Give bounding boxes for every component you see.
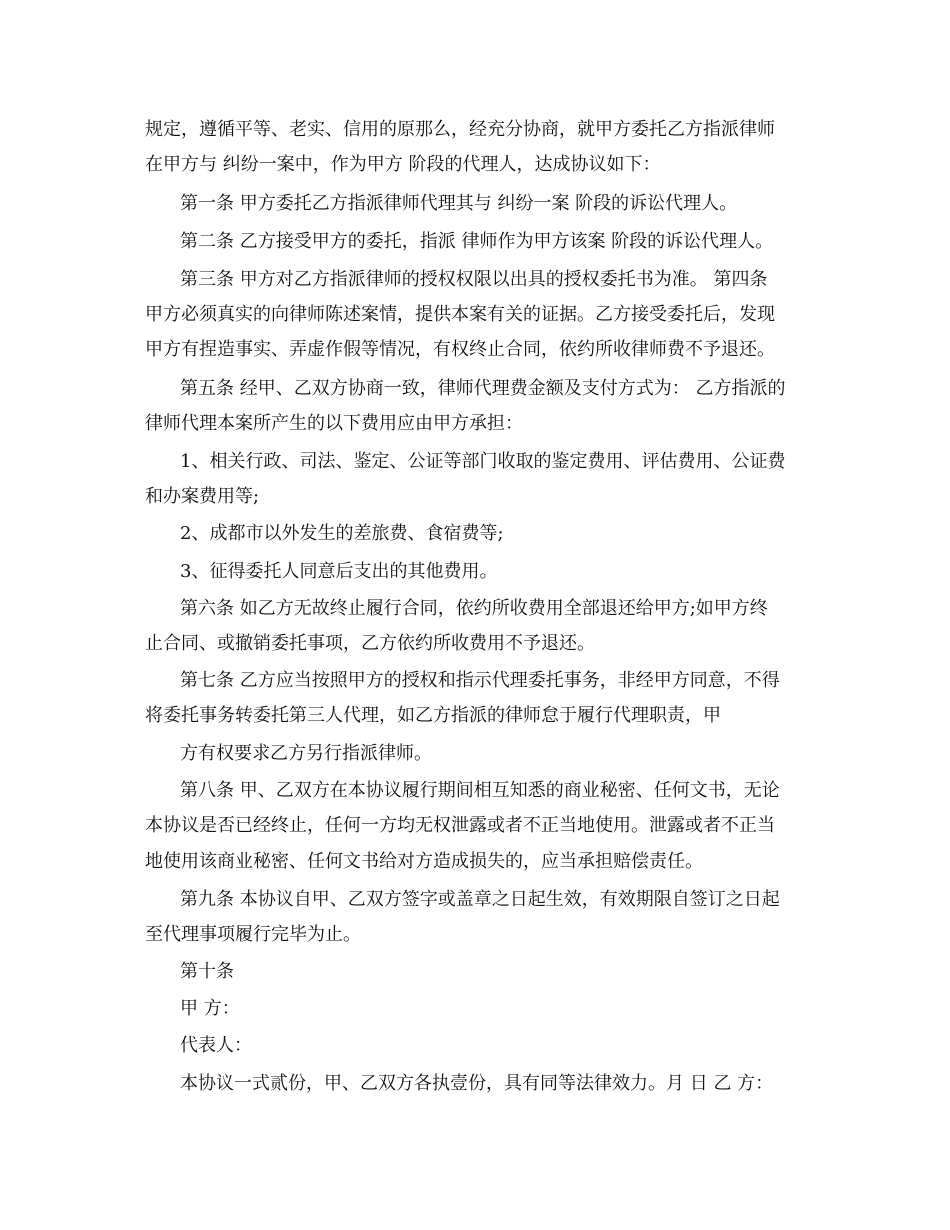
text-line: 甲方有捏造事实、弄虚作假等情况，有权终止合同，依约所收律师费不予退还。 (145, 339, 775, 360)
text-line: 和办案费用等; (145, 486, 260, 507)
text-line: 第十条 (180, 961, 234, 982)
text-line: 第五条 经甲、乙双方协商一致，律师代理费金额及支付方式为： 乙方指派的 (180, 378, 786, 399)
text-line: 地使用该商业秘密、任何文书给对方造成损失的，应当承担赔偿责任。 (145, 851, 703, 872)
text-line: 本协议一式贰份，甲、乙双方各执壹份，具有同等法律效力。月 日 乙 方： (180, 1073, 774, 1094)
text-line: 第二条 乙方接受甲方的委托，指派 律师作为甲方该案 阶段的诉讼代理人。 (180, 231, 774, 252)
text-line: 甲方必须真实的向律师陈述案情，提供本案有关的证据。乙方接受委托后，发现 (145, 304, 775, 325)
text-line: 方有权要求乙方另行指派律师。 (180, 743, 432, 764)
text-line: 止合同、或撤销委托事项，乙方依约所收费用不予退还。 (145, 633, 595, 654)
text-line: 本协议是否已经终止，任何一方均无权泄露或者不正当地使用。泄露或者不正当 (145, 815, 775, 836)
text-line: 代表人： (180, 1035, 252, 1056)
text-line: 将委托事务转委托第三人代理，如乙方指派的律师怠于履行代理职责，甲 (145, 705, 721, 726)
text-line: 第七条 乙方应当按照甲方的授权和指示代理委托事务，非经甲方同意，不得 (180, 670, 780, 691)
text-line: 律师代理本案所产生的以下费用应由甲方承担： (145, 413, 523, 434)
text-line: 第一条 甲方委托乙方指派律师代理其与 纠纷一案 阶段的诉讼代理人。 (180, 193, 738, 214)
text-line: 规定，遵循平等、老实、信用的原那么，经充分协商，就甲方委托乙方指派律师 (145, 119, 775, 140)
text-line: 第八条 甲、乙双方在本协议履行期间相互知悉的商业秘密、任何文书，无论 (180, 780, 780, 801)
text-line: 第三条 甲方对乙方指派律师的授权权限以出具的授权委托书为准。 第四条 (180, 269, 768, 290)
text-line: 在甲方与 纠纷一案中，作为甲方 阶段的代理人，达成协议如下： (145, 154, 661, 175)
text-line: 甲 方： (180, 998, 240, 1019)
text-line: 第六条 如乙方无故终止履行合同，依约所收费用全部退还给甲方;如甲方终 (180, 598, 768, 619)
text-line: 1、相关行政、司法、鉴定、公证等部门收取的鉴定费用、评估费用、公证费 (180, 451, 786, 472)
text-line: 3、征得委托人同意后支出的其他费用。 (180, 561, 498, 582)
text-line: 2、成都市以外发生的差旅费、食宿费等; (180, 523, 504, 544)
text-line: 至代理事项履行完毕为止。 (145, 924, 361, 945)
text-line: 第九条 本协议自甲、乙双方签字或盖章之日起生效，有效期限自签订之日起 (180, 889, 780, 910)
